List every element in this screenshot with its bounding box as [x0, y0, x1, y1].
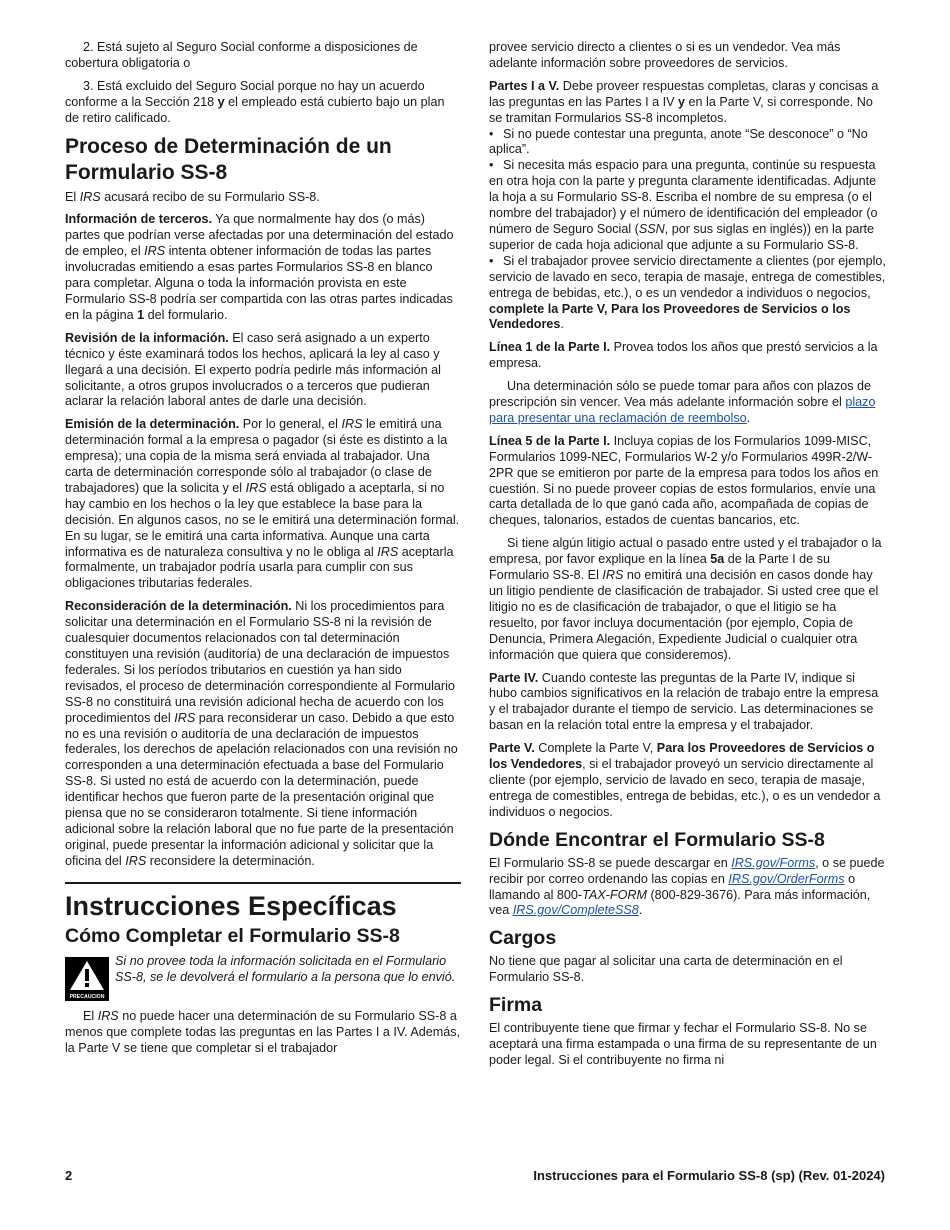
paragraph-continued: provee servicio directo a clientes o si es un vendedor. Vea más adelante información sobre proveedores de servicios. — [489, 40, 841, 70]
irs-forms-link[interactable]: IRS.gov/Forms — [731, 855, 816, 870]
heading-signature: Firma — [489, 994, 543, 1017]
heading-how-to-complete: Cómo Completar el Formulario SS-8 — [65, 924, 400, 947]
refund-claim-link[interactable]: plazo para presentar una reclamación de reembolso — [489, 395, 876, 425]
paragraph-reconsideration: Reconsideración de la determinación. Ni los procedimientos para solicitar una determinación en el Formulario SS-8 ni la revisión de cualesquier documentos relacionados con tal determinación constituyen una revisión (auditoría) de una declaración de impuestos federales. Si los períodos tributarios en cuestión ya han sido revisados, el proceso de determinación correspondiente al Formulario SS-8 no constituirá una revisión adicional hecha de acuerdo con los procedimientos del IRS para reconsiderar un caso. Debido a que esto no es una revisión o auditoría de una declaración de impuestos federales, los derechos de apelación relacionados con una revisión no corresponden a una determinación efectuada a base del Formulario SS-8. Si usted no está de acuerdo con la determinación, puede identificar hechos que fueron parte de la presentación original que piensa que no se consideraron totalmente. Si tiene información adicional sobre la relación laboral que no fue parte de la presentación original, puede presentar la información adicional y solicitar que la oficina del IRS reconsidere la determinación. — [65, 599, 458, 868]
heading-process: Proceso de Determinación de un Formulario SS-8 — [65, 134, 392, 184]
heading-fees: Cargos — [489, 927, 557, 950]
list-item-3: 3. Está excluido del Seguro Social porque no hay un acuerdo conforme a la Sección 218 y el empleado está cubierto bajo un plan de retiro calificado. — [65, 78, 445, 125]
bullet-item: • Si el trabajador provee servicio directamente a clientes (por ejemplo, servicio de lavado en seco, terapia de masaje, entrega de comestibles, entrega de bebidas, etc.), o es un vendedor a individuos o negocios, complete la Parte V, Para los Proveedores de Servicios o los Vendedores. — [489, 253, 886, 332]
page-number: 2 — [65, 1168, 73, 1183]
bullet-item: • Si no puede contestar una pregunta, anote “Se desconoce” o “No aplica”. — [489, 126, 868, 157]
heading-specific-instructions: Instrucciones Específicas — [65, 890, 397, 921]
paragraph-litigation: Si tiene algún litigio actual o pasado entre usted y el trabajador o la empresa, por favor explique en la línea 5a de la Parte I de su Formulario SS-8. El IRS no emitirá una decisión en casos donde hay un litigio pendiente de clasificación de trabajador. Si usted cree que el litigio no es de clasificación de trabajador, o que el litigio se ha resuelto, por favor incluya documentación (por ejemplo, Copia de Denuncia, Primera Alegación, Expediente Judicial o cualquier otra información que quiera que consideremos). — [489, 536, 882, 662]
paragraph-line5: Línea 5 de la Parte I. Incluya copias de los Formularios 1099-MISC, Formularios 1099-NEC, Formularios W-2 y/o Formularios 499R-2/W-2PR que se emitieron por parte de la empresa para todos los años en cuestión. Si no puede proveer copias de estos formularios, envíe una carta detallada de lo que ganó cada año, acompañada de copias de cheques, talonarios, estados de cuentas bancarios, etc. — [489, 433, 879, 528]
irs-orderforms-link[interactable]: IRS.gov/OrderForms — [728, 871, 845, 886]
paragraph-fees: No tiene que pagar al solicitar una carta de determinación en el Formulario SS-8. — [489, 954, 843, 985]
irs-completess8-link[interactable]: IRS.gov/CompleteSS8 — [512, 903, 639, 918]
paragraph-issuance: Emisión de la determinación. Por lo general, el IRS le emitirá una determinación formal a la empresa o pagador (si éste es distinto a la empresa); una copia de la misma será enviada al trabajador. Una carta de determinación corresponde sólo al trabajador (o clase de trabajadores) que la solicita y el IRS está obligado a aceptarla, si no hay cambio en los hechos o la ley que establece la base para la decisión. En algunos casos, no se le emitirá una determinación formal. En su lugar, se le emitirá una carta informativa. Aunque una carta informativa es de naturaleza consultiva y no le obliga al IRS aceptarla formalmente, un trabajador podría usarla para cumplir con sus obligaciones tributarias federales. — [65, 417, 460, 591]
paragraph-parts: Partes I a V. Debe proveer respuestas completas, claras y concisas a las preguntas en las Partes I a IV y en la Parte V, si corresponde. No se tramitan Formularios SS-8 incompletos. — [489, 78, 879, 125]
paragraph-review: Revisión de la información. El caso será asignado a un experto técnico y éste examinará todos los hechos, aplicará la ley al caso y llegará a una decisión. El experto podría pedirle más información al solicitante, a otros grupos involucrados o a terceros que pudieran aclarar la relación laboral antes de darle una decisión. — [65, 330, 441, 409]
caution-note — [65, 954, 461, 1001]
list-item-2: 2. Está sujeto al Seguro Social conforme a disposiciones de cobertura obligatoria o — [65, 40, 418, 70]
section-divider — [65, 882, 461, 884]
paragraph-acknowledge: El IRS acusará recibo de su Formulario SS-8. — [65, 189, 320, 204]
caution-text: Si no provee toda la información solicitada en el Formulario SS-8, se le devolverá el formulario a la persona que lo envió. — [115, 953, 456, 984]
caution-icon — [65, 957, 109, 1001]
paragraph-third-party: Información de terceros. Ya que normalmente hay dos (o más) partes que podrían verse afectadas por una determinación del estado de empleo, el IRS intenta obtener información de todas las partes involucradas emitiendo a esas partes Formularios SS-8 en blanco para completar. Alguna o toda la información provista en este Formulario SS-8 podría ser compartida con las otras partes indicadas en la página 1 del formulario. — [65, 212, 454, 322]
heading-where-to-find: Dónde Encontrar el Formulario SS-8 — [489, 828, 825, 851]
left-column — [65, 40, 461, 1056]
paragraph-where: El Formulario SS-8 se puede descargar en IRS.gov/Forms, o se puede recibir por correo ordenando las copias en IRS.gov/OrderForms o llamando al 800-TAX-FORM (800-829-3676). Para más información, vea IRS.gov/CompleteSS8. — [489, 855, 885, 918]
paragraph-line1: Línea 1 de la Parte I. Provea todos los años que prestó servicios a la empresa. — [489, 340, 878, 371]
paragraph-part5: Parte V. Complete la Parte V, Para los Proveedores de Servicios o los Vendedores, si el trabajador proveyó un servicio directamente al cliente (por ejemplo, servicio de lavado en seco, terapia de masaje, entrega de comestibles, entrega de bebidas, etc.), o es un vendedor a individuos o negocios. — [489, 741, 881, 819]
paragraph-signature: El contribuyente tiene que firmar y fechar el Formulario SS-8. No se aceptará una firma estampada o una firma de su representante de un poder legal. Si el contribuyente no firma ni — [489, 1021, 877, 1067]
bullet-item: • Si necesita más espacio para una pregunta, continúe su respuesta en otra hoja con la parte y pregunta claramente identificadas. Adjunte la hoja a su Formulario SS-8. Escriba el nombre de su empresa (o el nombre del trabajador) y el número de identificación del empleador (o número de Seguro Social (SSN, por sus siglas en inglés)) en la parte superior de cada hoja adicional que adjunte a su Formulario SS-8. — [489, 158, 878, 252]
paragraph-part4: Parte IV. Cuando conteste las preguntas de la Parte IV, indique si hubo cambios significativos en la relación de trabajo entre la empresa y el trabajador durante el tiempo de servicio. Las determinaciones se basan en la relación total entre la empresa y el trabajador. — [489, 670, 879, 733]
paragraph-line1-detail: Una determinación sólo se puede tomar para años con plazos de prescripción sin vencer. Vea más adelante información sobre el plazo para presentar una reclamación de reembolso. — [489, 379, 876, 425]
caution-label: PRECAUCION — [69, 993, 105, 1000]
paragraph-irs-cannot: El IRS no puede hacer una determinación de su Formulario SS-8 a menos que complete todas las preguntas en las Partes I a IV. Además, la Parte V se tiene que completar si el trabajador — [65, 1008, 461, 1055]
footer-title: Instrucciones para el Formulario SS-8 (sp) (Rev. 01-2024) — [533, 1168, 885, 1183]
right-column — [489, 40, 886, 1069]
